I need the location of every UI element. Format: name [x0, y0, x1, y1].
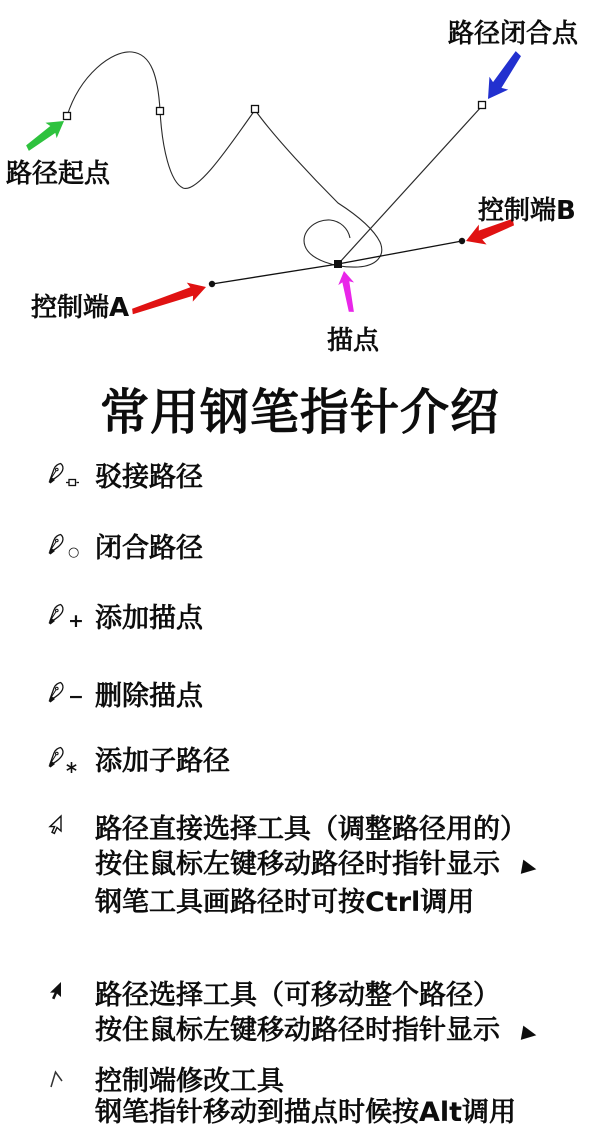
- item-label: 闭合路径: [95, 533, 203, 564]
- item-line: [95, 978, 537, 1013]
- list-item-close-path: [44, 531, 203, 567]
- list-item-add-anchor: [44, 601, 203, 637]
- cursor-arrow-icon: ▶: [520, 1020, 539, 1046]
- item-label: 删除描点: [95, 681, 203, 712]
- list-item-convert-point-tool: [44, 1066, 516, 1128]
- pen-nib-cursor-icon: [44, 460, 95, 496]
- handle-end-a-dot: [209, 281, 215, 287]
- line-text: 钢笔工具画路径时可按Ctrl调用: [95, 887, 475, 918]
- list-item-delete-anchor: [44, 679, 203, 715]
- item-line: [95, 1066, 516, 1097]
- line-text: 路径选择工具（可移动整个路径）: [95, 980, 500, 1011]
- page-title: 常用钢笔指针介绍: [99, 384, 500, 441]
- asterisk-icon: [66, 762, 77, 773]
- minus-icon: −: [68, 686, 84, 708]
- green-start-arrow-icon: [21, 113, 69, 155]
- line-text: 按住鼠标左键移动路径时指针显示: [95, 849, 500, 880]
- line-text: 按住鼠标左键移动路径时指针显示: [95, 1015, 500, 1046]
- pen-nib-cursor-icon: [44, 679, 95, 715]
- plus-icon: +: [68, 610, 84, 632]
- item-label: 添加子路径: [95, 746, 230, 777]
- connector-square-icon: [66, 478, 79, 487]
- pen-nib-cursor-icon: [44, 531, 95, 567]
- convert-point-cursor-icon: [44, 1066, 95, 1102]
- path-selection-cursor-icon: [44, 978, 95, 1014]
- magenta-anchor-arrow-icon: [336, 270, 359, 314]
- item-line: [95, 812, 537, 847]
- direct-selection-cursor-icon: [44, 812, 95, 848]
- list-item-path-selection-tool: [44, 978, 537, 1051]
- item-line: [95, 847, 537, 885]
- circle-icon: ○: [68, 545, 80, 560]
- item-text-block: [95, 1066, 516, 1128]
- item-text-block: [95, 812, 537, 920]
- mid-anchor-square: [157, 108, 164, 115]
- pen-nib-cursor-icon: [44, 744, 95, 780]
- label-anchor-point: 描点: [327, 326, 380, 356]
- selected-anchor-point: [334, 260, 342, 268]
- list-item-connect-path: [44, 460, 203, 496]
- item-line: [95, 885, 537, 920]
- item-label: 添加描点: [95, 603, 203, 634]
- label-path-close-point: 路径闭合点: [448, 19, 579, 49]
- start-anchor-square: [64, 113, 71, 120]
- item-line: [95, 1097, 516, 1128]
- corner-anchor-square: [252, 106, 259, 113]
- label-path-start-point: 路径起点: [6, 159, 111, 189]
- item-label: 驳接路径: [95, 462, 203, 493]
- line-text: 钢笔指针移动到描点时候按Alt调用: [95, 1097, 517, 1128]
- label-control-end-a: 控制端A: [31, 293, 130, 323]
- line-text: 控制端修改工具: [95, 1066, 284, 1097]
- handle-end-b-dot: [459, 238, 465, 244]
- label-control-end-b: 控制端B: [478, 196, 576, 226]
- red-control-a-arrow-icon: [129, 277, 209, 320]
- bezier-curve-loop-segment: [255, 110, 382, 267]
- line-text: 路径直接选择工具（调整路径用的）: [95, 814, 527, 845]
- item-line: [95, 1013, 537, 1051]
- path-diagram: [0, 0, 600, 362]
- pen-nib-cursor-icon: [44, 601, 95, 637]
- cursor-arrow-icon: ▶: [520, 854, 539, 880]
- blue-close-arrow-icon: [479, 47, 529, 105]
- list-item-add-subpath: [44, 744, 230, 780]
- closing-anchor-square: [479, 102, 486, 109]
- item-text-block: [95, 978, 537, 1051]
- list-item-direct-selection-tool: [44, 812, 537, 920]
